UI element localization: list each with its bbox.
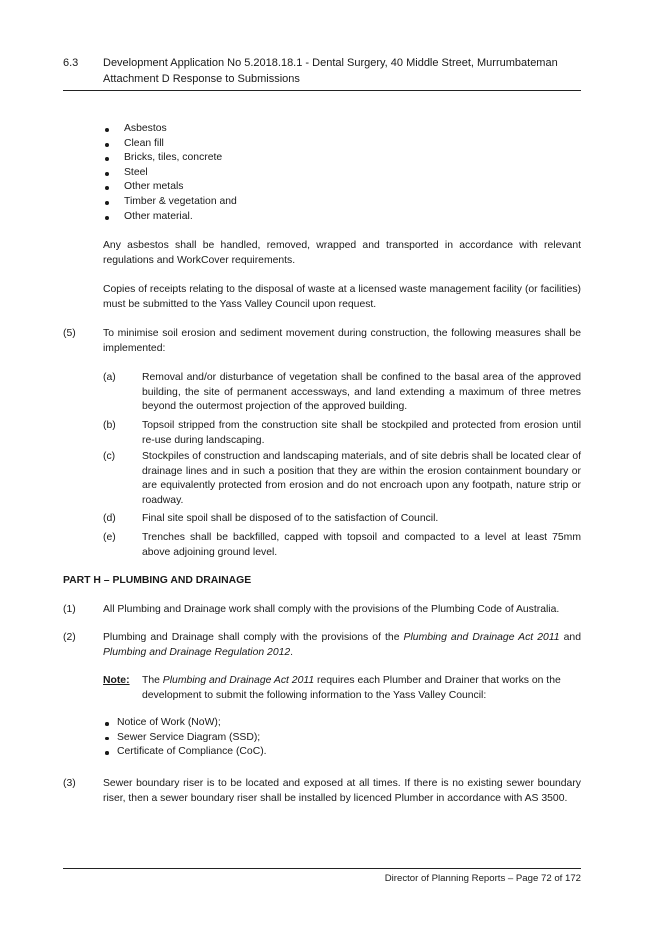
submission-list	[103, 716, 267, 760]
bullet-icon	[105, 157, 109, 161]
item-5-number: (5)	[63, 328, 76, 339]
list-item: Certificate of Compliance (CoC).	[103, 745, 267, 760]
list-item: Sewer Service Diagram (SSD);	[103, 731, 267, 746]
header-item-number: 6.3	[63, 57, 79, 69]
act-title: Plumbing and Drainage Act 2011	[162, 675, 315, 686]
item-1-number: (1)	[63, 604, 76, 615]
asbestos-paragraph: Any asbestos shall be handled, removed, wrapped and transported in accordance with relevant regulations and WorkCover requirements.	[103, 240, 581, 266]
item-5-text: To minimise soil erosion and sediment movement during construction, the following measures shall be implemented:	[103, 328, 581, 354]
subitem-d-text: Final site spoil shall be disposed of to the satisfaction of Council.	[142, 513, 439, 524]
bullet-icon	[105, 201, 109, 205]
footer-rule	[63, 868, 581, 869]
item-3-text: Sewer boundary riser is to be located and exposed at all times. If there is no existing sewer boundary riser, then a sewer boundary riser shall be installed by licenced Plumber in accordance with AS 3500.	[103, 778, 581, 804]
list-item: Asbestos	[103, 122, 237, 137]
waste-list	[103, 122, 237, 224]
regulation-title: Plumbing and Drainage Regulation 2012	[103, 646, 291, 658]
item-1-text: All Plumbing and Drainage work shall comply with the provisions of the Plumbing Code of Australia.	[103, 604, 560, 615]
list-item: Steel	[103, 166, 237, 181]
subitem-d-label: (d)	[103, 513, 116, 524]
footer-page-number: Director of Planning Reports – Page 72 of 172	[384, 873, 581, 884]
bullet-icon	[105, 186, 109, 190]
subitem-a-label: (a)	[103, 372, 116, 383]
header-title: Development Application No 5.2018.18.1 - Dental Surgery, 40 Middle Street, Murrumbateman	[103, 57, 558, 69]
list-item: Bricks, tiles, concrete	[103, 151, 237, 166]
subitem-c-text: Stockpiles of construction and landscaping materials, and of site debris shall be located clear of drainage lines and in such a position that they are within the erosion containment boundary or are equivalently protected from erosion and do not encroach upon any footpath, nature strip or roadway.	[142, 451, 581, 506]
list-item: Timber & vegetation and	[103, 195, 237, 210]
act-title: Plumbing and Drainage Act 2011	[403, 632, 560, 643]
subitem-e-label: (e)	[103, 532, 116, 543]
list-item: Other metals	[103, 180, 237, 195]
subitem-c-label: (c)	[103, 451, 116, 462]
bullet-icon	[105, 722, 109, 726]
subitem-e-text: Trenches shall be backfilled, capped with topsoil and compacted to a level at least 75mm above adjoining ground level.	[142, 532, 581, 558]
header-rule	[63, 90, 581, 91]
note-text: The Plumbing and Drainage Act 2011 requires each Plumber and Drainer that works on the development to submit the following information to the Yass Valley Council:	[142, 675, 561, 701]
note-label: Note:	[103, 675, 130, 686]
subitem-b-label: (b)	[103, 420, 116, 431]
bullet-icon	[105, 172, 109, 176]
item-2-text: Plumbing and Drainage shall comply with the provisions of the Plumbing and Drainage Act 2011 and Plumbing and Drainage Regulation 2012.	[103, 632, 581, 658]
receipts-paragraph: Copies of receipts relating to the disposal of waste at a licensed waste management facility (or facilities) must be submitted to the Yass Valley Council upon request.	[103, 284, 581, 310]
item-2-number: (2)	[63, 632, 76, 643]
bullet-icon	[105, 751, 109, 755]
header-subtitle: Attachment D Response to Submissions	[103, 73, 300, 85]
subitem-a-text: Removal and/or disturbance of vegetation shall be confined to the basal area of the approved building, the site of permanent accessways, and land extending a maximum of three metres beyond the outermost projection of the approved building.	[142, 372, 581, 413]
list-item: Other material.	[103, 210, 237, 225]
bullet-icon	[105, 143, 109, 147]
bullet-icon	[105, 737, 109, 741]
bullet-icon	[105, 128, 109, 132]
list-item: Clean fill	[103, 137, 237, 152]
item-3-number: (3)	[63, 778, 76, 789]
bullet-icon	[105, 216, 109, 220]
section-heading: PART H – PLUMBING AND DRAINAGE	[63, 575, 252, 586]
list-item: Notice of Work (NoW);	[103, 716, 267, 731]
subitem-b-text: Topsoil stripped from the construction site shall be stockpiled and protected from erosion until re-use during landscaping.	[142, 420, 581, 446]
